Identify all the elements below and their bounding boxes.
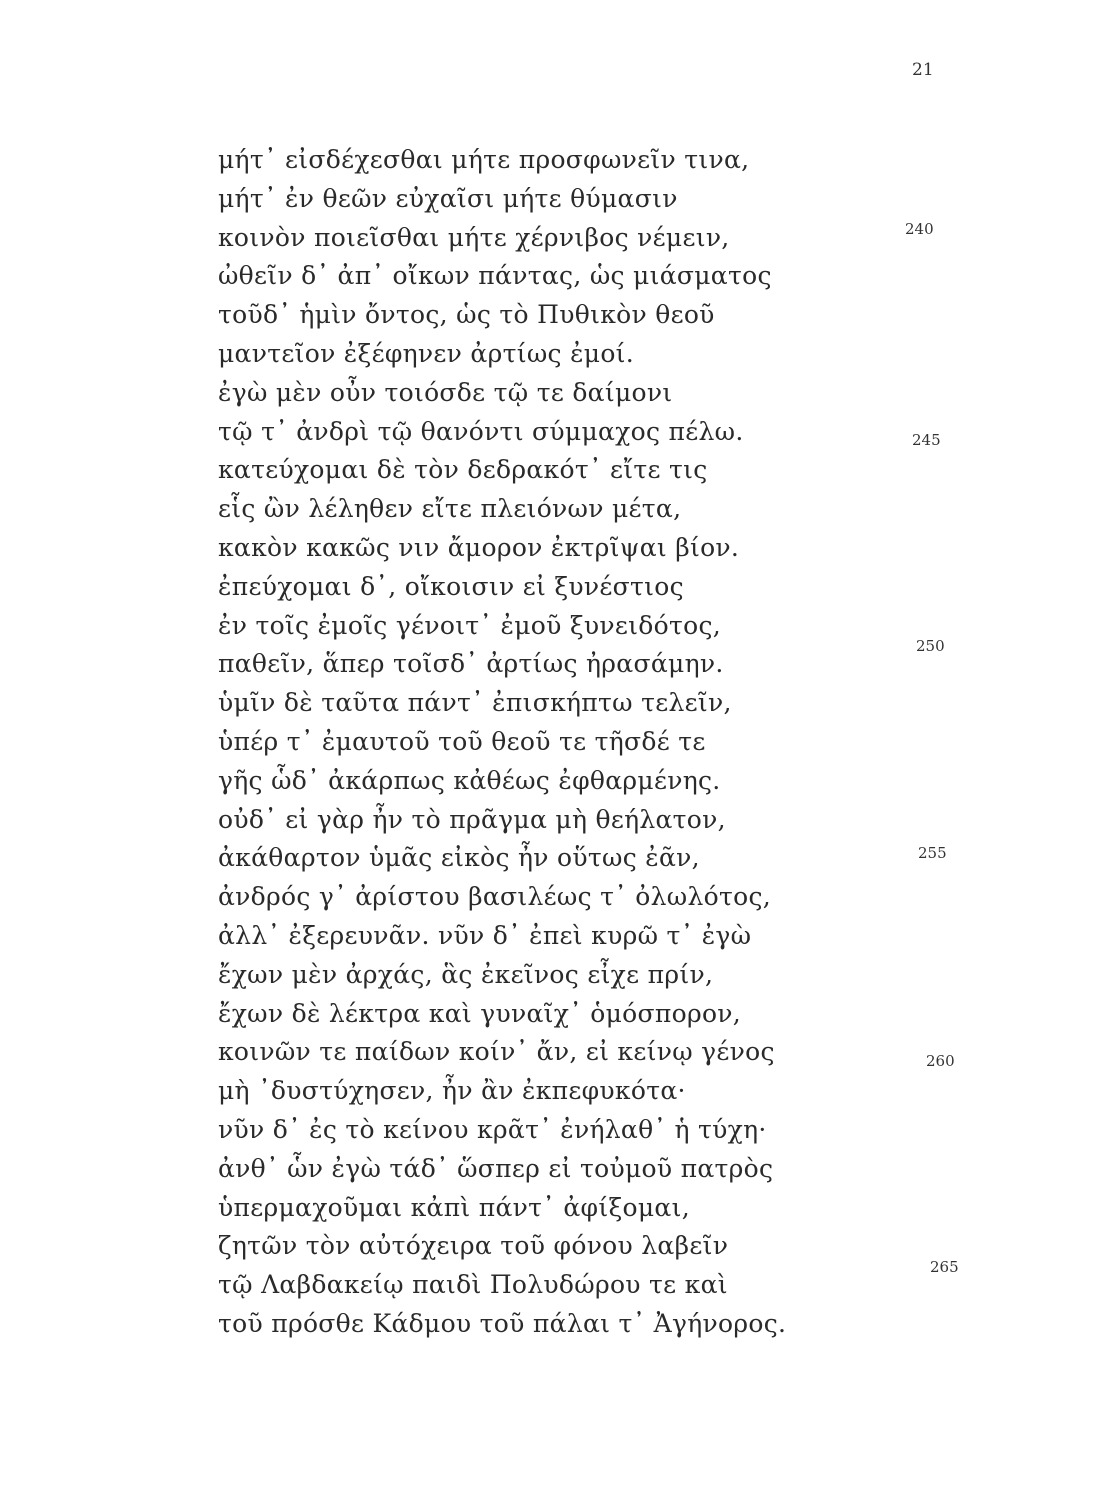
verse-line: εἷς ὢν λέληθεν εἴτε πλειόνων μέτα, [218, 494, 682, 524]
line-number: 255 [918, 844, 947, 862]
verse-line: ὑπέρ τ᾽ ἐμαυτοῦ τοῦ θεοῦ τε τῆσδέ τε [218, 726, 706, 756]
verse-line: τοῦ πρόσθε Κάδμου τοῦ πάλαι τ᾽ Ἀγήνορος. [218, 1308, 787, 1338]
verse-line: τοῦδ᾽ ἡμὶν ὄντος, ὡς τὸ Πυθικὸν θεοῦ [218, 300, 715, 330]
verse-line: μήτ᾽ ἐν θεῶν εὐχαῖσι μήτε θύμασιν [218, 183, 678, 213]
verse-line: ἐγὼ μὲν οὖν τοιόσδε τῷ τε δαίμονι [218, 377, 673, 407]
verse-line: κακὸν κακῶς νιν ἄμορον ἐκτρῖψαι βίον. [218, 532, 740, 562]
verse-line: κατεύχομαι δὲ τὸν δεδρακότ᾽ εἴτε τις [218, 455, 708, 485]
verse-line: κοινῶν τε παίδων κοίν᾽ ἄν, εἰ κείνῳ γένος [218, 1037, 775, 1067]
verse-line: ἐν τοῖς ἐμοῖς γένοιτ᾽ ἐμοῦ ξυνειδότος, [218, 610, 721, 640]
verse-line: ἀνθ᾽ ὧν ἐγὼ τάδ᾽ ὥσπερ εἰ τοὐμοῦ πατρὸς [218, 1153, 774, 1183]
verse-line: μαντεῖον ἐξέφηνεν ἀρτίως ἐμοί. [218, 338, 635, 368]
verse-line: ὠθεῖν δ᾽ ἀπ᾽ οἴκων πάντας, ὡς μιάσματος [218, 261, 772, 291]
verse-block [218, 141, 898, 1344]
line-number: 265 [930, 1258, 959, 1276]
verse-line: μήτ᾽ εἰσδέχεσθαι μήτε προσφωνεῖν τινα, [218, 145, 750, 174]
verse-line: ἔχων μὲν ἀρχάς, ἃς ἐκεῖνος εἶχε πρίν, [218, 959, 714, 989]
line-number: 245 [912, 431, 941, 449]
line-number: 260 [926, 1052, 955, 1070]
verse-line: νῦν δ᾽ ἐς τὸ κείνου κρᾶτ᾽ ἐνήλαθ᾽ ἡ τύχη· [218, 1114, 767, 1144]
verse-line: ἀνδρός γ᾽ ἀρίστου βασιλέως τ᾽ ὀλωλότος, [218, 882, 772, 912]
verse-line: ἀλλ᾽ ἐξερευνᾶν. νῦν δ᾽ ἐπεὶ κυρῶ τ᾽ ἐγὼ [218, 920, 752, 950]
verse-line: οὐδ᾽ εἰ γὰρ ἦν τὸ πρᾶγμα μὴ θεήλατον, [218, 804, 726, 834]
verse-line: ἐπεύχομαι δ᾽, οἴκοισιν εἰ ξυνέστιος [218, 571, 684, 601]
verse-line: τῷ τ᾽ ἀνδρὶ τῷ θανόντι σύμμαχος πέλω. [218, 416, 744, 446]
verse-line: κοινὸν ποιεῖσθαι μήτε χέρνιβος νέμειν, [218, 222, 730, 252]
verse-line: ζητῶν τὸν αὐτόχειρα τοῦ φόνου λαβεῖν [218, 1231, 729, 1261]
verse-line: μὴ ᾽δυστύχησεν, ἦν ἂν ἐκπεφυκότα· [218, 1076, 686, 1106]
page-number: 21 [912, 60, 934, 80]
verse-line: ὑμῖν δὲ ταῦτα πάντ᾽ ἐπισκήπτω τελεῖν, [218, 688, 732, 718]
line-number: 240 [905, 220, 934, 238]
verse-line: ὑπερμαχοῦμαι κἀπὶ πάντ᾽ ἀφίξομαι, [218, 1192, 690, 1222]
verse-line: τῷ Λαβδακείῳ παιδὶ Πολυδώρου τε καὶ [218, 1270, 728, 1300]
line-number: 250 [916, 637, 945, 655]
verse-line: γῆς ὧδ᾽ ἀκάρπως κἀθέως ἐφθαρμένης. [218, 765, 721, 795]
verse-line: ἀκάθαρτον ὑμᾶς εἰκὸς ἦν οὕτως ἐᾶν, [218, 843, 700, 873]
verse-line: παθεῖν, ἅπερ τοῖσδ᾽ ἀρτίως ἠρασάμην. [218, 649, 724, 679]
verse-line: ἔχων δὲ λέκτρα καὶ γυναῖχ᾽ ὁμόσπορον, [218, 998, 742, 1028]
